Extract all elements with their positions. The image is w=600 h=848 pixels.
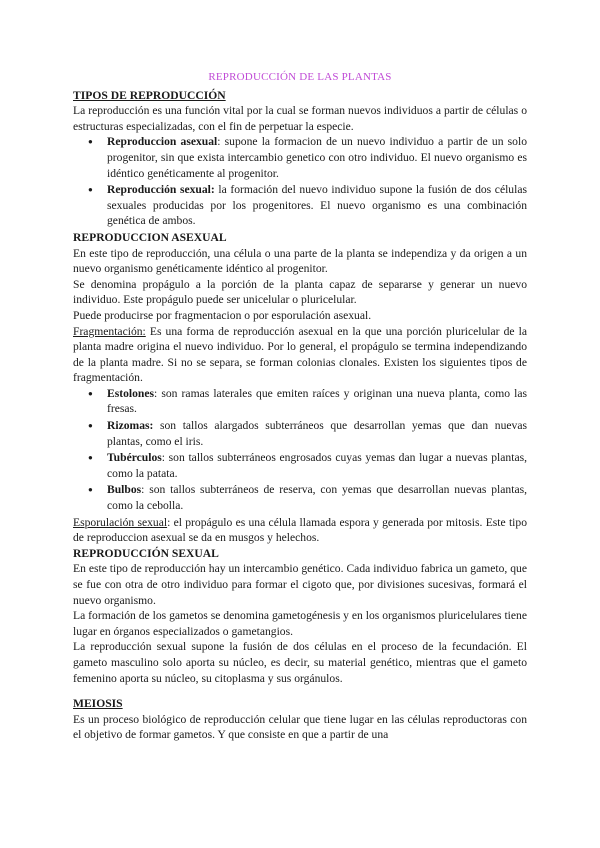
list-item [107, 418, 527, 449]
term: Bulbos [107, 483, 142, 497]
list-item [107, 482, 527, 513]
paragraph: Es un proceso biológico de reproducción celular que tiene lugar en las células reproductoras con el objetivo de formar gametos. Y que consiste en que a partir de una [73, 712, 527, 742]
spacer [73, 686, 527, 696]
term: Tubérculos [107, 451, 162, 465]
definition: son tallos alargados subterráneos que desarrollan yemas que dan nuevas plantas, como el iris. [107, 419, 527, 448]
list-item [107, 182, 527, 229]
term: Reproduccion asexual [107, 135, 218, 149]
section-heading-tipos: TIPOS DE REPRODUCCIÓN [73, 88, 226, 102]
paragraph: La reproducción sexual supone la fusión de dos células en el proceso de la fecundación. El gameto masculino solo aporta su núcleo, es decir, su material genético, mientras que el gameto femenino aporta su núcleo, su citoplasma y sus orgánulos. [73, 640, 527, 685]
document-page [73, 70, 527, 743]
paragraph-esporulacion [73, 515, 527, 546]
paragraph: Puede producirse por fragmentacion o por esporulación asexual. [73, 308, 372, 322]
list-item [107, 450, 527, 481]
paragraph-intro: La reproducción es una función vital por la cual se forman nuevos individuos a partir de células o estructuras especializadas, con el fin de perpetuar la especie. [73, 104, 527, 133]
definition: Es una forma de reproducción asexual en la que una porción pluricelular de la planta madre origina el nuevo individuo. Por lo general, el propágulo se termina independizando de la planta madre. Si no se separa, se forman colonias clonales. Existen los siguientes tipos de fragmentación. [73, 324, 527, 385]
definition: : son ramas laterales que emiten raíces y originan una nueva planta, como las fresas. [107, 386, 527, 416]
term: Rizomas: [107, 419, 154, 433]
section-heading-asexual: REPRODUCCION ASEXUAL [73, 230, 227, 244]
term: Esporulación sexual [73, 515, 168, 529]
paragraph: Se denomina propágulo a la porción de la planta capaz de separarse y generar un nuevo individuo. Este propágulo puede ser unicelular o pluricelular. [73, 277, 527, 307]
term: Estolones [107, 386, 155, 400]
definition: la formación del nuevo individuo supone la fusión de dos células sexuales producidas por los progenitores. El nuevo organismo es una combinación genética de ambos. [107, 183, 527, 228]
paragraph: En este tipo de reproducción, una célula o una parte de la planta se independiza y da origen a un nuevo organismo genéticamente idéntico al progenitor. [73, 246, 527, 276]
section-heading-sexual: REPRODUCCIÓN SEXUAL [73, 546, 219, 560]
term: Fragmentación: [73, 324, 146, 338]
term: Reproducción sexual: [107, 183, 215, 197]
paragraph: La formación de los gametos se denomina gametogénesis y en los organismos pluricelulares tiene lugar en órganos especializados o gametangios. [73, 609, 527, 638]
list-tipos [73, 134, 527, 229]
list-item [107, 134, 527, 181]
paragraph-fragmentacion [73, 324, 527, 386]
document-title: REPRODUCCIÓN DE LAS PLANTAS [208, 71, 392, 83]
section-heading-meiosis: MEIOSIS [73, 697, 123, 711]
definition: : supone la formacion de un nuevo individuo a partir de un solo progenitor, sin que exista intercambio genetico con otro individuo. El nuevo organismo es idéntico genéticamente al progenitor. [107, 135, 528, 180]
definition: : el propágulo es una célula llamada espora y generada por mitosis. Este tipo de reproduccion asexual se da en musgos y helechos. [73, 515, 527, 545]
paragraph: En este tipo de reproducción hay un intercambio genético. Cada individuo fabrica un gameto, que se fue con otra de otro individuo para formar el cigoto que, por divisiones sucesivas, formará el nuevo organismo. [73, 562, 527, 607]
definition: : son tallos subterráneos engrosados cuyas yemas dan lugar a nuevas plantas, como la patata. [107, 451, 527, 480]
list-fragmentacion [73, 386, 527, 514]
list-item [107, 386, 527, 417]
definition: : son tallos subterráneos de reserva, con yemas que desarrollan nuevas plantas, como la cebolla. [107, 483, 527, 513]
